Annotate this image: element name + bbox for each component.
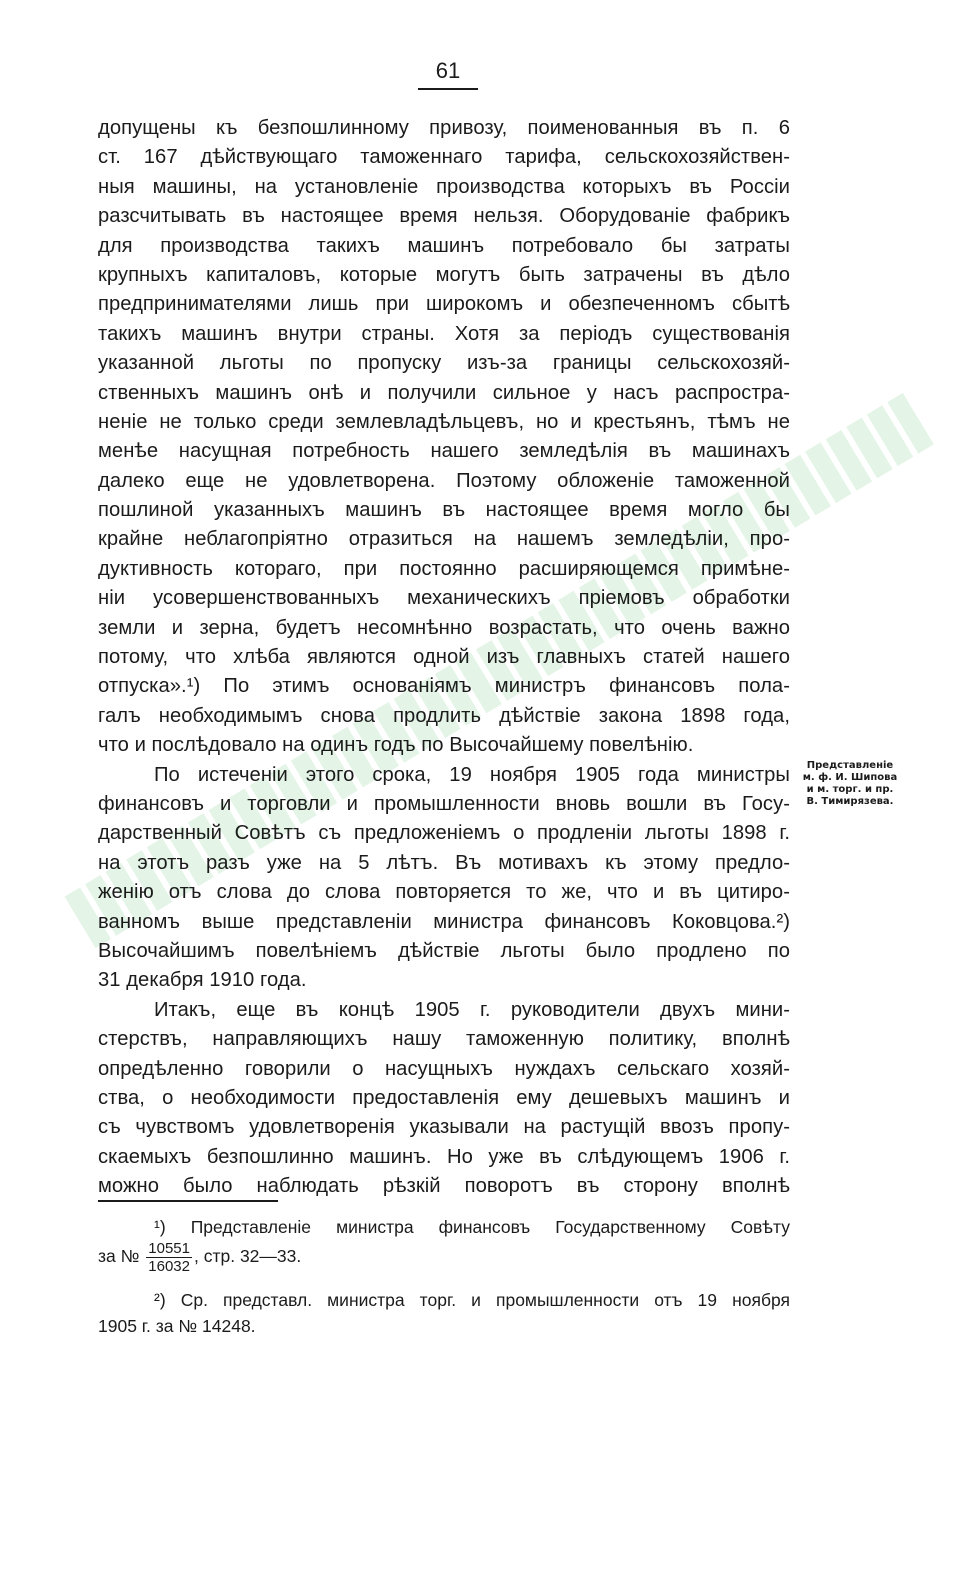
margin-note-line: и м. торг. и пр. <box>806 784 894 795</box>
text-line: скаемыхъ безпошлинно машинъ. Но уже въ слѣдующемъ 1906 г. <box>98 1145 790 1168</box>
fraction-denominator: 16032 <box>148 1258 190 1275</box>
text-line: стерствъ, направляющихъ нашу таможенную политику, вполнѣ <box>98 1028 790 1051</box>
text-line: предпринимателями лишь при широкомъ и обезпеченномъ сбытѣ <box>98 293 790 316</box>
text-line: на этотъ разъ уже на 5 лѣтъ. Въ мотивахъ къ этому предло- <box>98 851 790 874</box>
text-line: Высочайшимъ повелѣніемъ дѣйствіе льготы было продлено по <box>98 939 790 962</box>
text-line: дарственный Совѣтъ съ предложеніемъ о продленіи льготы 1898 г. <box>98 822 790 845</box>
text-line: дуктивность котораго, при постоянно расширяющемся примѣне- <box>98 557 790 580</box>
paragraph-start: Итакъ, еще въ концѣ 1905 г. руководители двухъ мини- <box>154 998 790 1021</box>
footnote-1-prefix: за № <box>98 1246 140 1267</box>
margin-note-line: м. ф. И. Шипова <box>802 772 898 783</box>
text-line: ст. 167 дѣйствующаго таможеннаго тарифа, сельскохозяйствен- <box>98 146 790 169</box>
margin-note <box>790 760 910 808</box>
text-line: разсчитывать въ настоящее время нельзя. Оборудованіе фабрикъ <box>98 205 790 228</box>
text-line: женію отъ слова до слова повторяется то же, что и въ цитиро- <box>98 881 790 904</box>
page-number: 61 <box>435 58 461 83</box>
text-line: ніи усовершенствованныхъ механическихъ пріемовъ обработки <box>98 587 790 610</box>
margin-note-line: Представленіе <box>806 760 894 771</box>
footnote-1-line: ¹) Представленіе министра финансовъ Государственному Совѣту <box>154 1217 790 1237</box>
footnote-2-line: 1905 г. за № 14248. <box>98 1316 256 1336</box>
text-line: ныя машины, на установленіе производства которыхъ въ Россіи <box>98 175 790 198</box>
text-line: пошлиной указанныхъ машинъ въ настоящее время могло бы <box>98 499 790 522</box>
text-line: 31 декабря 1910 года. <box>98 969 307 992</box>
text-line: что и послѣдовало на одинъ годъ по Высочайшему повелѣнію. <box>98 734 694 757</box>
text-line: финансовъ и торговли и промышленности вновь вошли въ Госу- <box>98 792 790 815</box>
paragraph-start: По истеченіи этого срока, 19 ноября 1905 года министры <box>154 763 790 786</box>
text-line: крайне неблагопріятно отразиться на нашемъ земледѣліи, про- <box>98 528 790 551</box>
footnote-1-suffix: , стр. 32—33. <box>194 1246 302 1267</box>
footnotes <box>98 1214 790 1339</box>
main-text <box>98 114 790 1201</box>
footnote-separator <box>98 1200 278 1202</box>
text-line: ства, о необходимости предоставленія ему дешевыхъ машинъ и <box>98 1086 790 1109</box>
text-line: для производства такихъ машинъ потребовало бы затраты <box>98 234 790 257</box>
text-line: можно было наблюдать рѣзкій поворотъ въ сторону вполнѣ <box>98 1175 790 1198</box>
text-line: неніе не только среди землевладѣльцевъ, но и крестьянъ, тѣмъ не <box>98 410 790 433</box>
footnote-1-ref <box>98 1240 790 1275</box>
text-line: потому, что хлѣба являются одной изъ главныхъ статей нашего <box>98 646 790 669</box>
fraction-numerator: 10551 <box>148 1240 190 1257</box>
text-line: ванномъ выше представленіи министра финансовъ Коковцова.²) <box>98 910 790 933</box>
text-line: указанной льготы по пропуску изъ-за границы сельскохозяй- <box>98 352 790 375</box>
text-line: съ чувствомъ удовлетворенія указывали на растущій ввозъ пропу- <box>98 1116 790 1139</box>
text-line: такихъ машинъ внутри страны. Хотя за періодъ существованія <box>98 322 790 345</box>
text-line: менѣе насущная потребность нашего земледѣлія въ машинахъ <box>98 440 790 463</box>
text-line: отпуска».¹) По этимъ основаніямъ министръ финансовъ пола- <box>98 675 790 698</box>
footnote-1-fraction <box>146 1240 192 1275</box>
text-line: ственныхъ машинъ онѣ и получили сильное у насъ распростра- <box>98 381 790 404</box>
text-line: допущены къ безпошлинному привозу, поименованныя въ п. 6 <box>98 117 790 139</box>
text-line: галъ необходимымъ снова продлить дѣйствіе закона 1898 года, <box>98 704 790 727</box>
page-number-underline <box>418 88 478 90</box>
text-line: далеко еще не удовлетворена. Поэтому обложеніе таможенной <box>98 469 790 492</box>
text-line: опредѣленно говорили о насущныхъ нуждахъ сельскаго хозяй- <box>98 1057 790 1080</box>
text-line: земли и зерна, будетъ несомнѣнно возрастать, что очень важно <box>98 616 790 639</box>
footnote-2-line: ²) Ср. представл. министра торг. и промышленности отъ 19 ноября <box>154 1290 790 1310</box>
margin-note-line: В. Тимирязева. <box>806 796 894 807</box>
text-line: крупныхъ капиталовъ, которые могутъ быть затрачены въ дѣло <box>98 263 790 286</box>
